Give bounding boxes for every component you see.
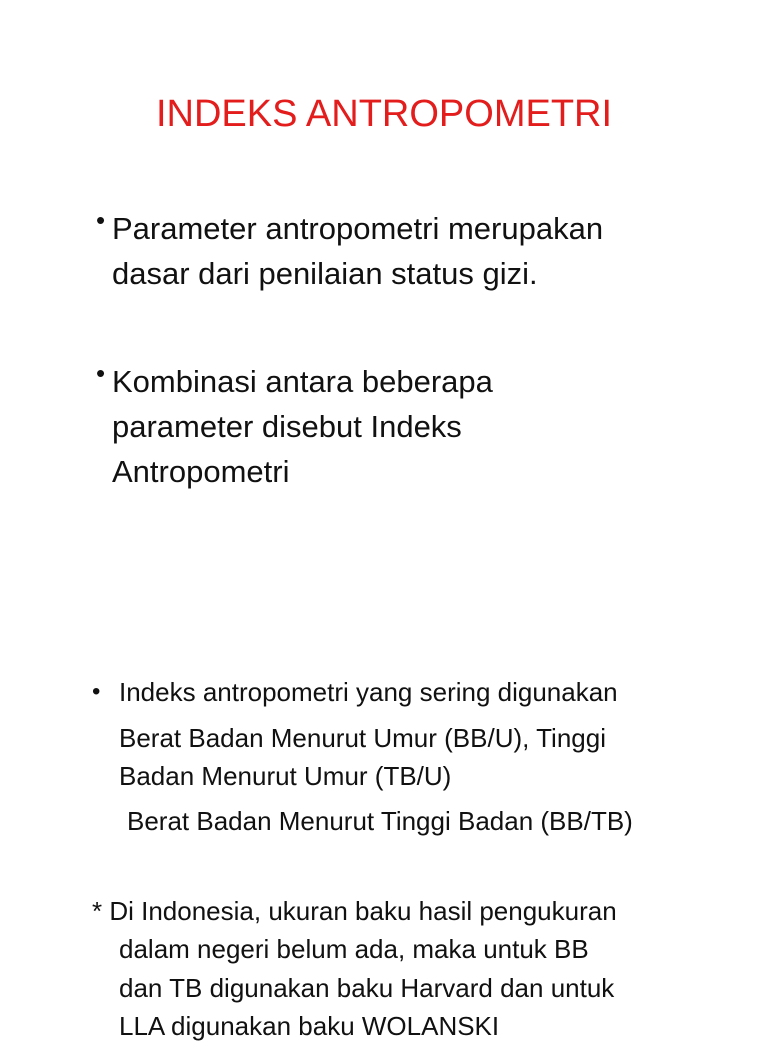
note-line: dalam negeri belum ada, maka untuk BB: [119, 934, 589, 964]
bullet-item: [96, 359, 736, 494]
bullet-line: Parameter antropometri merupakan: [112, 211, 604, 246]
bullet-line: Antropometri: [112, 454, 290, 489]
note-line: * Di Indonesia, ukuran baku hasil pengukuran: [92, 896, 617, 926]
bullet-line: Badan Menurut Umur (TB/U): [119, 761, 452, 791]
bullet-item: [96, 206, 736, 296]
bullet-line: dasar dari penilaian status gizi.: [112, 256, 538, 291]
note-line: dan TB digunakan baku Harvard dan untuk: [119, 973, 615, 1003]
bullet-line: Kombinasi antara beberapa: [112, 364, 493, 399]
bullet-line: Berat Badan Menurut Tinggi Badan (BB/TB): [127, 806, 633, 836]
bullet-line: Indeks antropometri yang sering digunakan: [119, 677, 618, 707]
bullet-dot: •: [92, 678, 101, 705]
bullet-dot: •: [96, 205, 106, 235]
slide-title: INDEKS ANTROPOMETRI: [155, 93, 613, 135]
bullet-line: parameter disebut Indeks: [112, 409, 462, 444]
bullet-line: Berat Badan Menurut Umur (BB/U), Tinggi: [119, 723, 606, 753]
note-line: LLA digunakan baku WOLANSKI: [119, 1011, 500, 1041]
bullet-dot: •: [96, 358, 106, 388]
